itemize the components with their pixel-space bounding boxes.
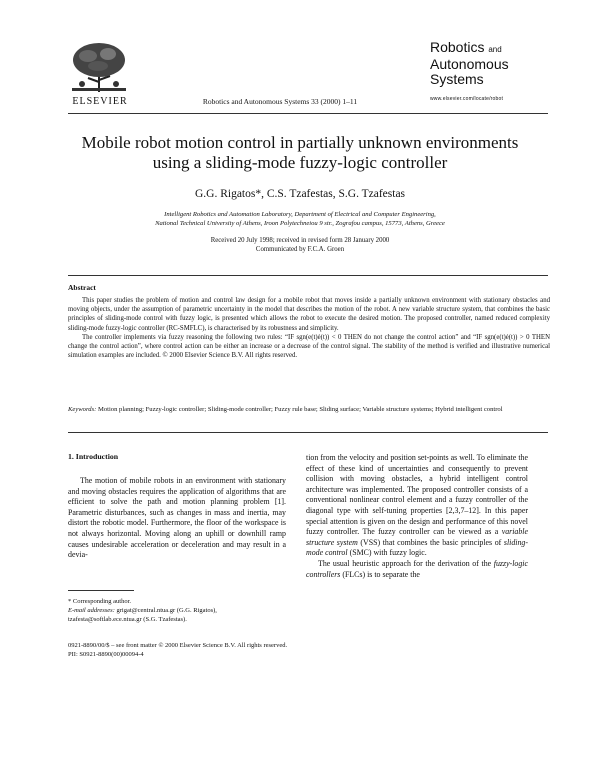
email-label: E-mail addresses: [68,606,115,614]
footnotes [68,598,298,624]
right-column [306,453,528,580]
abstract-heading: Abstract [68,283,96,292]
authors: G.G. Rigatos*, C.S. Tzafestas, S.G. Tzafestas [194,188,406,200]
right-p2-text-b: (FLCs) is to separate the [342,569,420,579]
elsevier-tree-logo [68,40,130,100]
right-p1-text-a: tion from the velocity and position set-points as well. To eliminate the effect of these kind of uncertainties and consequently to prevent collision with moving obstacles, a hybrid intelligent control architecture was implemented. The proposed controller consists of a conventional nonlinear control element and a fuzzy controller of the diagonal type with self-tuning properties [2,3,7–12]. In this paper special attention is given on the design and performance of this novel fuzzy controller. The fuzzy controller can be viewed as a [306,453,528,537]
affiliation-line-2: National Technical University of Athens, Iroon Polytechneiou 9 str., Zografou campus, 15773, Athens, Greece [155,220,445,227]
title-line-2: using a sliding-mode fuzzy-logic controller [152,153,448,172]
journal-logo [430,40,560,107]
journal-logo-and: and [488,45,502,54]
email-1[interactable]: grigat@central.ntua.gr (G.G. Rigatos), [116,606,217,614]
abstract-bottom-rule [68,432,548,433]
left-column-paragraph: The motion of mobile robots in an environment with stationary and moving obstacles requires the application of algorithms that are efficient to solve the path and motion planning problem [1]. Parametric disturbances, such as changes in mass and inertia, may distort the robotic model. Furthermore, the floor of the workspace is not always horizontal. Moving along an uphill or downhill ramp causes undesirable acceleration or deceleration and may result in a devia- [68,476,286,560]
journal-logo-line2: Autonomous [430,56,509,72]
copyright-line: 0921-8890/00/$ – see front matter © 2000 Elsevier Science B.V. All rights reserved. [68,642,288,649]
right-p1-emphasis-vss: variable structure system [306,527,528,547]
keywords-label: Keywords: [68,406,97,413]
journal-url[interactable]: www.elsevier.com/locate/robot [430,96,504,102]
affiliation [60,210,540,228]
received-dates [60,236,540,254]
right-p2-text-a: The usual heuristic approach for the derivation of the [318,558,492,568]
left-column [68,476,286,561]
affiliation-line-1: Intelligent Robotics and Automation Laboratory, Department of Electrical and Computer Engineering, [164,211,436,218]
abstract-body [68,296,550,360]
abstract-paragraph-1: This paper studies the problem of motion and control law design for a mobile robot that moves inside a partially unknown environment with stationary obstacles and moving objects, under the assumption of parametric uncertainty in the model that describes the motion of the robot. A new variable structure system, that combines the basic principles of sliding-mode control with fuzzy logic, is presented which allows the robot to execute the desired motion. The proposed controller, named reduced complexity sliding-mode fuzzy-logic controller (RC-SMFLC), is characterised by its robustness and simplicity. [68,297,550,332]
header-rule [68,113,548,114]
corresponding-author-note: * Corresponding author. [68,598,132,605]
received-line: Received 20 July 1998; received in revised form 28 January 2000 [210,237,390,244]
footnote-rule [68,590,134,591]
right-p1-emphasis-smc: sliding-mode control [306,537,528,558]
email-addresses [68,607,298,616]
keywords-list: Motion planning; Fuzzy-logic controller; Sliding-mode controller; Fuzzy rule base; Sliding surface; Variable structure systems; Hybrid intelligent control [97,406,503,413]
journal-citation: Robotics and Autonomous Systems 33 (2000) 1–11 [202,97,358,106]
article-title [60,133,540,173]
right-p1-text-b: (VSS) that combines the basic principles of [360,537,502,547]
communicated-line: Communicated by F.C.A. Groen [255,246,345,253]
right-p1-text-c: (SMC) with fuzzy logic. [349,548,427,558]
section-heading: 1. Introduction [68,452,119,461]
keywords [68,405,550,414]
copyright-block [68,641,368,659]
right-column-paragraph-1 [306,453,528,559]
publisher-name: ELSEVIER [72,96,128,107]
abstract-top-rule [68,275,548,276]
abstract-paragraph-2: The controller implements via fuzzy reasoning the following two rules: “IF sgn(e(t)ė(t)) < 0 THEN do not change the control action” and “IF sgn(e(t)ė(t)) > 0 THEN change the control action”, where control action can be either an increase or a decrease of the control signal. The stability of the method is verified and illustrative numerical simulation examples are included. © 2000 Elsevier Science B.V. All rights reserved. [68,333,550,360]
right-p2-emphasis-flc: fuzzy-logic controllers [306,558,528,579]
title-line-1: Mobile robot motion control in partially unknown environments [81,133,519,152]
pii-line: PII: S0921-8890(00)00094-4 [68,651,144,658]
email-2[interactable]: tzafesta@softlab.ece.ntua.gr (S.G. Tzafestas). [68,615,187,623]
journal-logo-line1: Robotics [430,39,485,55]
journal-logo-line3: Systems [430,71,484,87]
right-column-paragraph-2 [306,559,528,580]
